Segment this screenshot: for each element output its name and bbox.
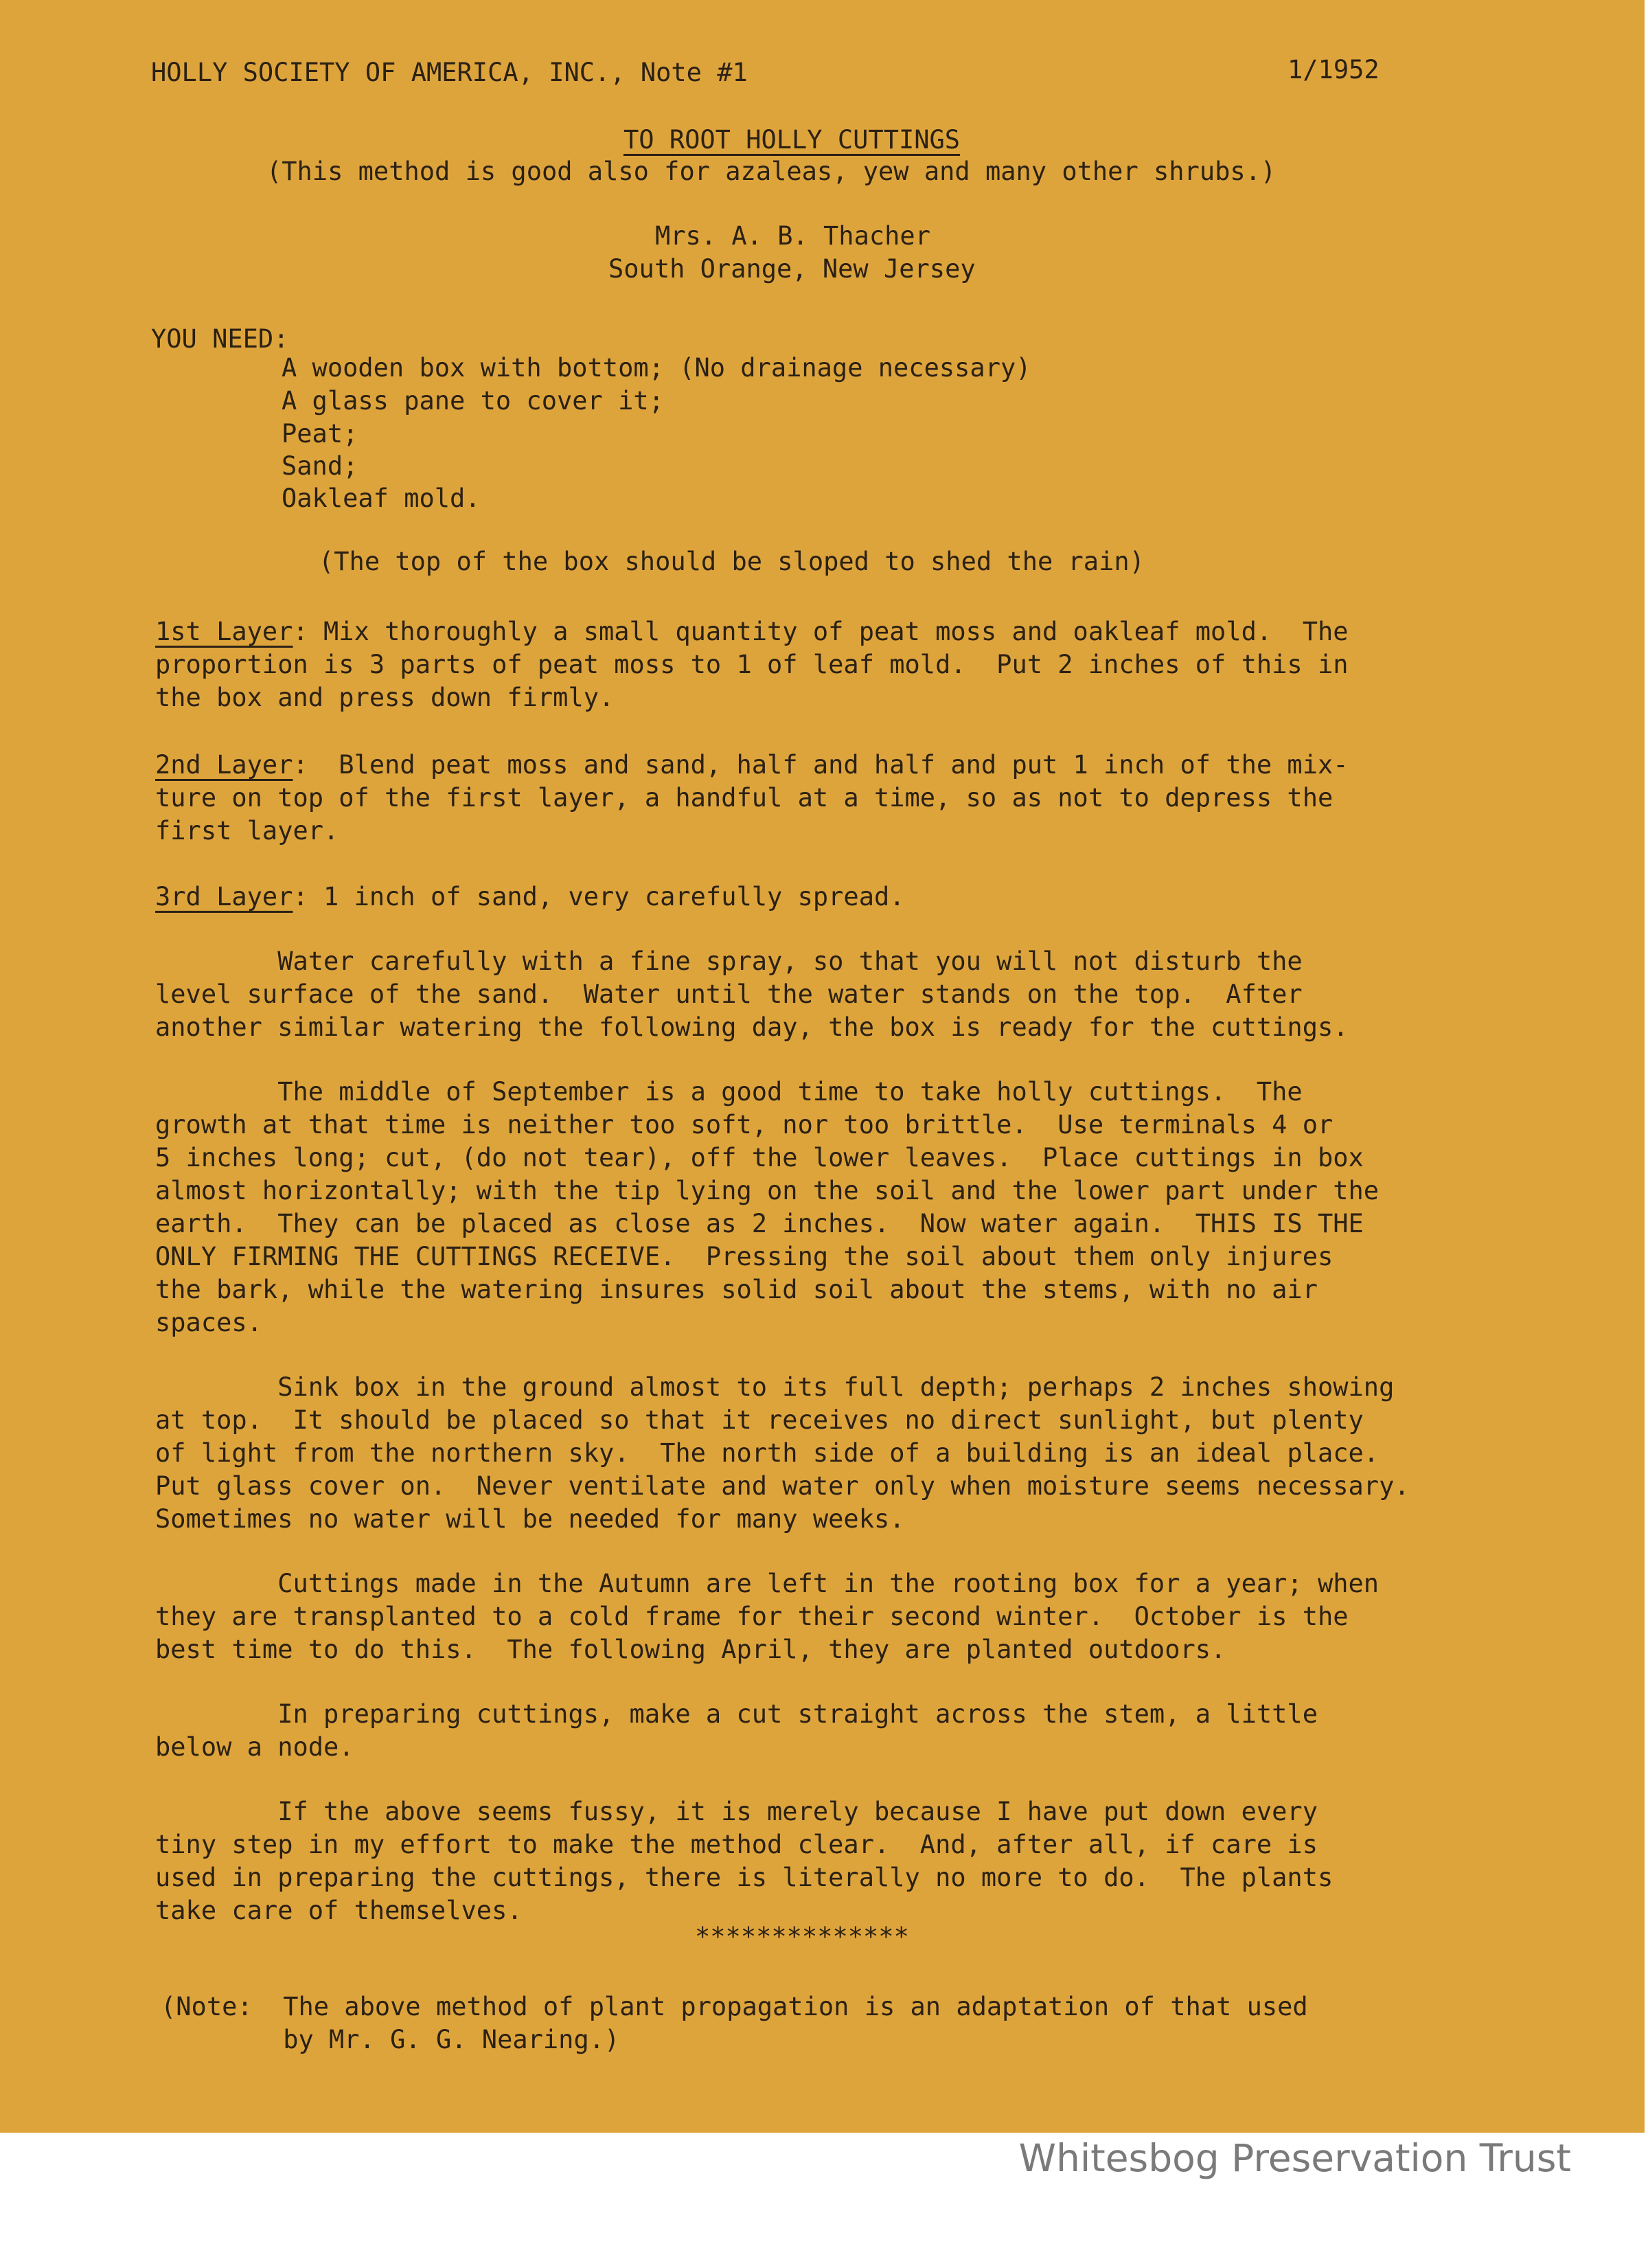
layer-1-line-3: the box and press down firmly. [155, 683, 615, 712]
needs-note: (The top of the box should be sloped to shed the rain) [319, 547, 1145, 576]
layer-3-line-1: 3rd Layer: 1 inch of sand, very carefully spread. [155, 882, 905, 911]
paragraph-line: The middle of September is a good time to take holly cuttings. The [155, 1077, 1303, 1107]
paragraph-line: below a node. [155, 1732, 354, 1762]
paragraph-line: Cuttings made in the Autumn are left in the rooting box for a year; when [155, 1569, 1380, 1598]
layer-1-line-2: proportion is 3 parts of peat moss to 1 of leaf mold. Put 2 inches of this in [155, 650, 1349, 679]
needs-item: Oakleaf mold. [282, 484, 481, 513]
needs-item: A wooden box with bottom; (No drainage necessary) [282, 353, 1031, 383]
paragraph-line: Water carefully with a fine spray, so that you will not disturb the [155, 946, 1303, 976]
layer-2-line-2: ture on top of the first layer, a handful at a time, so as not to depress the [155, 783, 1334, 813]
paragraph-line: In preparing cuttings, make a cut straight across the stem, a little [155, 1699, 1318, 1729]
header-org-note: HOLLY SOCIETY OF AMERICA, INC., Note #1 [151, 58, 748, 87]
needs-item: A glass pane to cover it; [282, 386, 664, 416]
layer-1-line-1: 1st Layer: Mix thoroughly a small quantity of peat moss and oakleaf mold. The [155, 617, 1349, 646]
paragraph-line: take care of themselves. [155, 1896, 523, 1925]
paragraph-line: Sink box in the ground almost to its full depth; perhaps 2 inches showing [155, 1372, 1395, 1402]
needs-item: Sand; [282, 451, 358, 481]
author-name: Mrs. A. B. Thacher [655, 221, 930, 251]
paragraph-line: tiny step in my effort to make the method clear. And, after all, if care is [155, 1830, 1318, 1859]
paragraph-line: growth at that time is neither too soft, nor too brittle. Use terminals 4 or [155, 1110, 1334, 1139]
paragraph-line: earth. They can be placed as close as 2 inches. Now water again. THIS IS THE [155, 1209, 1364, 1238]
document-subtitle: (This method is good also for azaleas, yew and many other shrubs.) [266, 157, 1277, 186]
credit-watermark: Whitesbog Preservation Trust [1018, 2136, 1571, 2180]
paragraph-line: If the above seems fussy, it is merely because I have put down every [155, 1797, 1318, 1826]
paragraph-line: used in preparing the cuttings, there is literally no more to do. The plants [155, 1863, 1334, 1892]
paragraph-line: ONLY FIRMING THE CUTTINGS RECEIVE. Pressing the soil about them only injures [155, 1242, 1334, 1271]
header-date: 1/1952 [1288, 55, 1380, 84]
paragraph-line: they are transplanted to a cold frame for their second winter. October is the [155, 1602, 1349, 1631]
document-title: TO ROOT HOLLY CUTTINGS [623, 125, 961, 155]
layer-3-label: 3rd Layer [155, 882, 293, 911]
paragraph-line: of light from the northern sky. The north side of a building is an ideal place. [155, 1438, 1380, 1468]
paragraph-line: Put glass cover on. Never ventilate and water only when moisture seems necessary. [155, 1471, 1410, 1501]
paragraph-line: at top. It should be placed so that it receives no direct sunlight, but plenty [155, 1405, 1364, 1435]
separator-stars: ************** [695, 1922, 909, 1951]
paragraph-line: Sometimes no water will be needed for many weeks. [155, 1504, 905, 1534]
layer-2-line-1: 2nd Layer: Blend peat moss and sand, half and half and put 1 inch of the mix- [155, 750, 1349, 780]
layer-2-line-3: first layer. [155, 816, 339, 846]
needs-item: Peat; [282, 419, 358, 449]
layer-2-label: 2nd Layer [155, 750, 293, 780]
paragraph-line: spaces. [155, 1308, 262, 1337]
paragraph-line: best time to do this. The following April, they are planted outdoors. [155, 1635, 1226, 1664]
paragraph-line: the bark, while the watering insures solid soil about the stems, with no air [155, 1275, 1318, 1304]
layer-1-label: 1st Layer [155, 617, 293, 646]
needs-heading: YOU NEED: [151, 324, 289, 354]
footnote-line: by Mr. G. G. Nearing.) [161, 2025, 620, 2054]
paragraph-line: another similar watering the following day, the box is ready for the cuttings. [155, 1012, 1349, 1042]
paragraph-line: almost horizontally; with the tip lying on the soil and the lower part under the [155, 1176, 1380, 1205]
footnote-line: (Note: The above method of plant propagation is an adaptation of that used [161, 1992, 1308, 2021]
paragraph-line: 5 inches long; cut, (do not tear), off the lower leaves. Place cuttings in box [155, 1143, 1364, 1172]
paragraph-line: level surface of the sand. Water until the water stands on the top. After [155, 979, 1303, 1009]
author-location: South Orange, New Jersey [608, 254, 976, 284]
